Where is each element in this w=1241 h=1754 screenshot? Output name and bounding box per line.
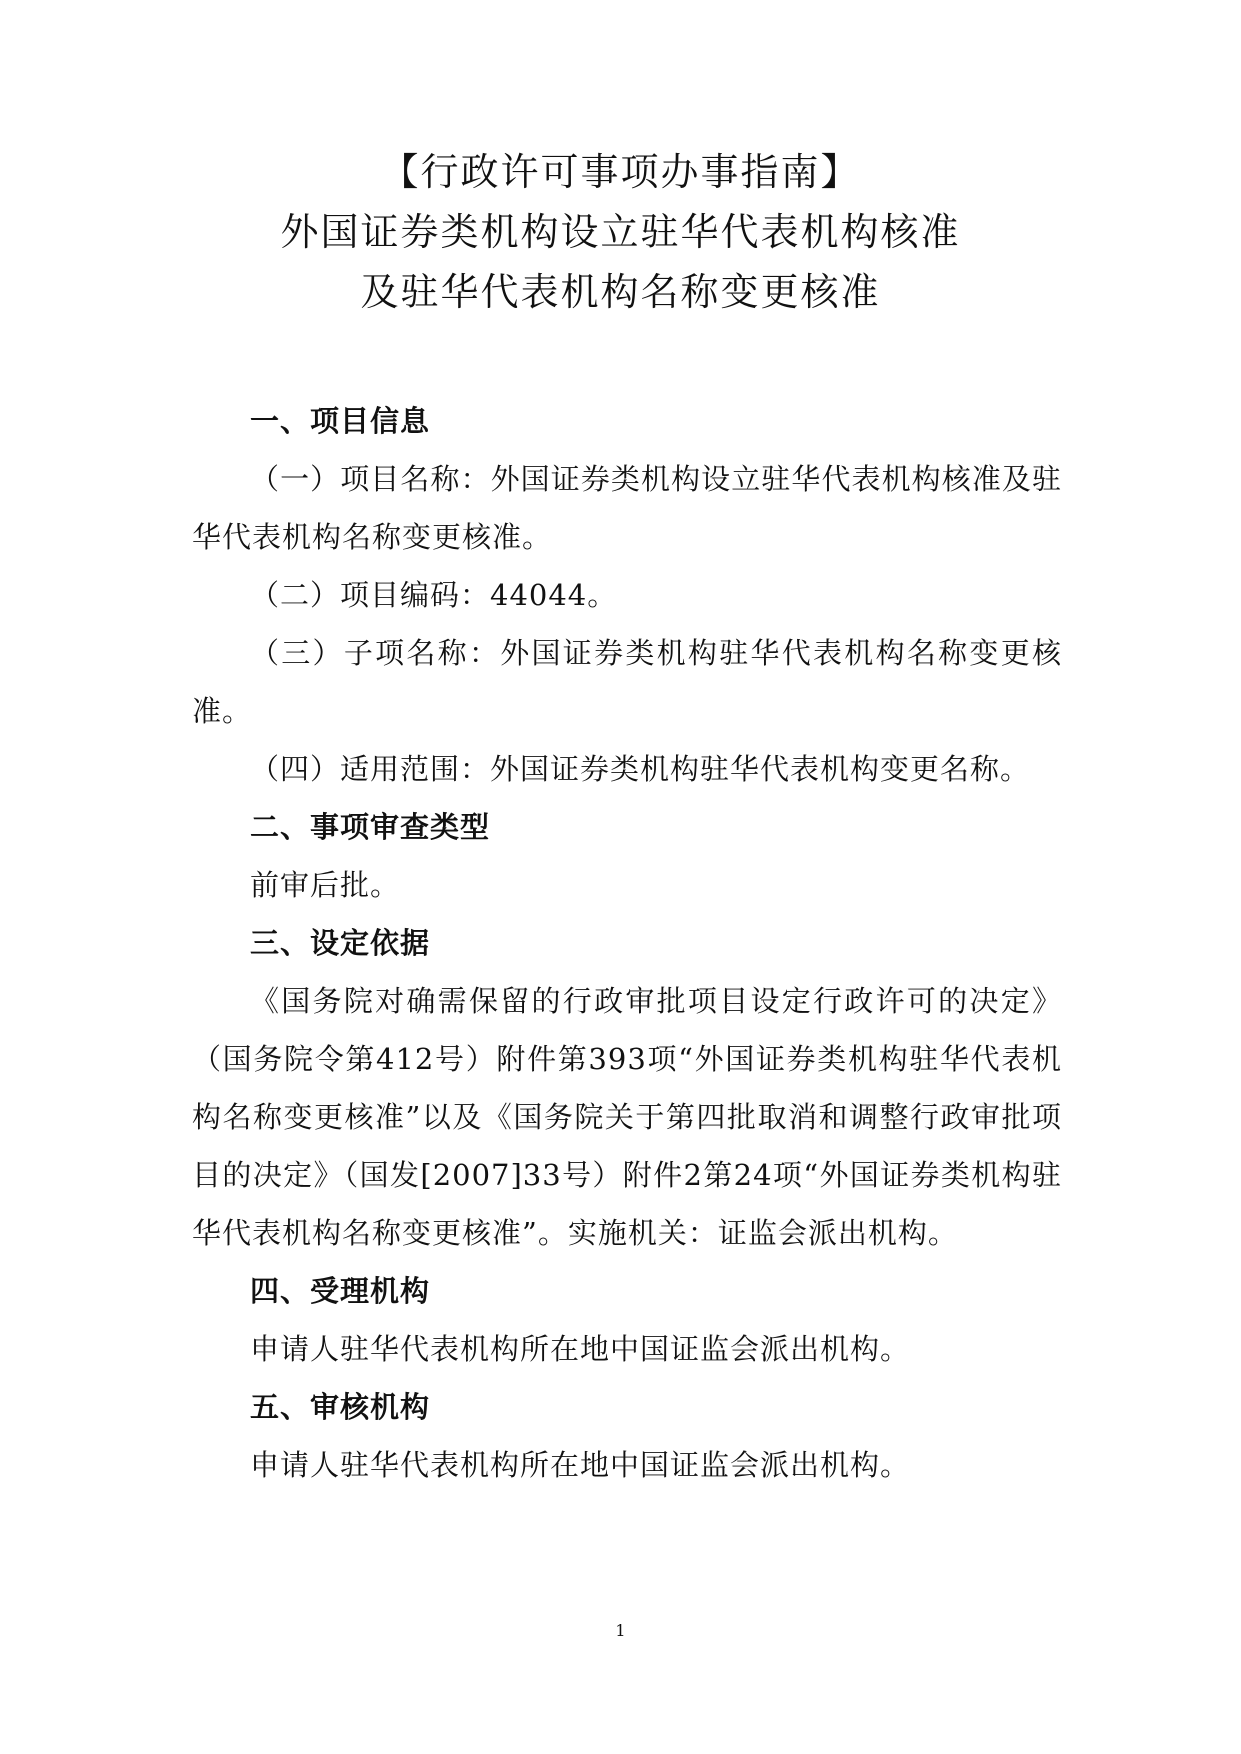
title-line-3: 及驻华代表机构名称变更核准 xyxy=(360,270,881,314)
section-heading-accepting-agency: 四、受理机构 xyxy=(250,1274,431,1308)
section-heading-reviewing-agency: 五、审核机构 xyxy=(250,1390,431,1424)
page-number: 1 xyxy=(615,1621,626,1640)
accepting-agency-paragraph: 申请人驻华代表机构所在地中国证监会派出机构。 xyxy=(250,1332,911,1366)
title-line-2: 外国证券类机构设立驻华代表机构核准 xyxy=(280,210,961,254)
document-body xyxy=(192,392,1062,1494)
section-heading-review-type: 二、事项审查类型 xyxy=(250,810,491,844)
sub-item-name-paragraph: （三）子项名称：外国证券类机构驻华代表机构名称变更核准。 xyxy=(192,636,1062,728)
reviewing-agency-paragraph: 申请人驻华代表机构所在地中国证监会派出机构。 xyxy=(250,1448,911,1482)
legal-basis-paragraph: 《国务院对确需保留的行政审批项目设定行政许可的决定》（国务院令第412号）附件第393项“外国证券类机构驻华代表机构名称变更核准”以及《国务院关于第四批取消和调整行政审批项目的决定》（国发[2007]33号）附件2第24项“外国证券类机构驻华代表机构名称变更核准”。实施机关：证监会派出机构。 xyxy=(192,984,1062,1250)
document-title xyxy=(0,142,1241,322)
project-code-paragraph: （二）项目编码：44044。 xyxy=(250,578,618,612)
section-heading-legal-basis: 三、设定依据 xyxy=(250,926,431,960)
review-type-paragraph: 前审后批。 xyxy=(250,868,401,902)
scope-paragraph: （四）适用范围：外国证券类机构驻华代表机构变更名称。 xyxy=(250,752,1031,786)
title-line-1: 【行政许可事项办事指南】 xyxy=(380,150,861,194)
section-heading-project-info: 一、项目信息 xyxy=(250,404,431,438)
project-name-paragraph: （一）项目名称：外国证券类机构设立驻华代表机构核准及驻华代表机构名称变更核准。 xyxy=(192,462,1062,554)
